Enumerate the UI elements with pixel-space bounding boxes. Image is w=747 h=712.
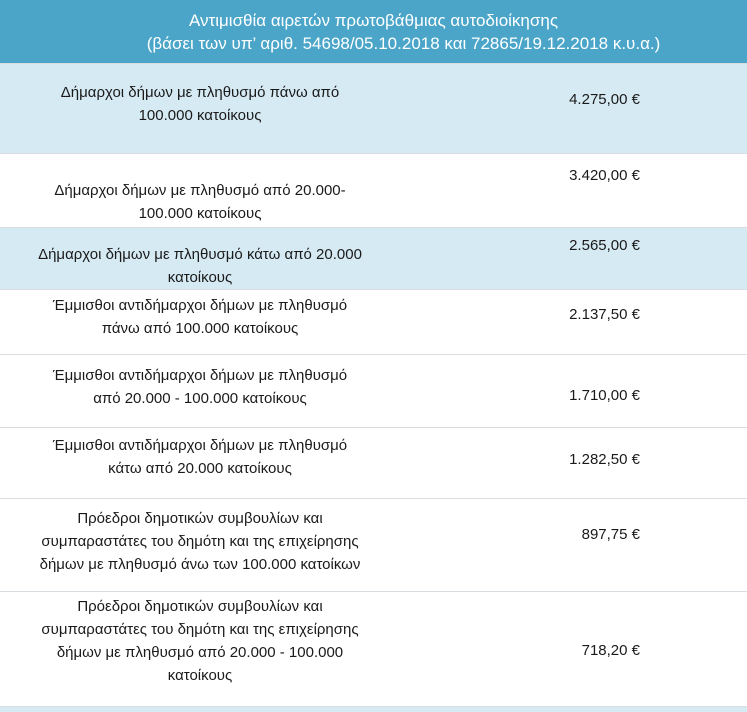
row-label-line: Έμμισθοι αντιδήμαρχοι δήμων με πληθυσμό — [52, 437, 348, 454]
row-label-line: πάνω από 100.000 κατοίκους — [101, 320, 299, 337]
row-label — [0, 434, 400, 480]
row-label-line: 100.000 κατοίκους — [138, 107, 262, 124]
row-label-line: συμπαραστάτες του δημότη και της επιχείρησης — [41, 621, 359, 638]
row-label — [0, 595, 400, 687]
row-label-line: κάτω από 20.000 κατοίκους — [108, 460, 292, 477]
table-row — [0, 63, 747, 153]
row-amount: 2.137,50 € — [569, 306, 640, 323]
row-label-line: από 20.000 - 100.000 κατοίκους — [93, 390, 307, 407]
row-label-line: Δήμαρχοι δήμων με πληθυσμό πάνω από — [60, 84, 340, 101]
row-label-line: δήμων με πληθυσμό από 20.000 - 100.000 — [56, 644, 344, 661]
row-label — [0, 294, 400, 340]
table-row — [0, 591, 747, 706]
row-amount: 718,20 € — [581, 642, 640, 659]
row-label — [0, 507, 400, 576]
row-label-line: Έμμισθοι αντιδήμαρχοι δήμων με πληθυσμό — [52, 367, 348, 384]
row-label-line: Δήμαρχοι δήμων με πληθυσμό κάτω από 20.000 — [38, 246, 362, 263]
row-amount: 1.710,00 € — [569, 387, 640, 404]
row-label — [0, 81, 400, 127]
row-label-line: Έμμισθοι αντιδήμαρχοι δήμων με πληθυσμό — [52, 297, 348, 314]
table-row — [0, 227, 747, 289]
row-label-line: κατοίκους — [167, 667, 233, 684]
row-amount: 4.275,00 € — [569, 91, 640, 108]
table-row — [0, 354, 747, 427]
row-label-line: Πρόεδροι δημοτικών συμβουλίων και — [77, 598, 323, 615]
table-subtitle: (βάσει των υπ’ αριθ. 54698/05.10.2018 και 72865/19.12.2018 κ.υ.α.) — [146, 34, 661, 53]
row-amount: 897,75 € — [581, 526, 640, 543]
row-amount: 2.565,00 € — [569, 237, 640, 254]
row-label-line: συμπαραστάτες του δημότη και της επιχείρησης — [41, 533, 359, 550]
row-label — [0, 179, 400, 225]
row-label — [0, 364, 400, 410]
table-row — [0, 289, 747, 354]
table-header — [0, 0, 747, 63]
row-label-line: κατοίκους — [167, 269, 233, 286]
row-label-line: Πρόεδροι δημοτικών συμβουλίων και — [77, 510, 323, 527]
row-amount: 3.420,00 € — [569, 167, 640, 184]
row-amount: 1.282,50 € — [569, 451, 640, 468]
row-label-line: 100.000 κατοίκους — [138, 205, 262, 222]
row-label — [0, 243, 400, 289]
table-row — [0, 153, 747, 227]
table-bottom-edge — [0, 706, 747, 712]
row-label-line: δήμων με πληθυσμό άνω των 100.000 κατοίκων — [39, 556, 361, 573]
table-row — [0, 498, 747, 591]
table-title: Αντιμισθία αιρετών πρωτοβάθμιας αυτοδιοίκησης — [188, 11, 559, 30]
table-row — [0, 427, 747, 498]
row-label-line: Δήμαρχοι δήμων με πληθυσμό από 20.000- — [54, 182, 346, 199]
